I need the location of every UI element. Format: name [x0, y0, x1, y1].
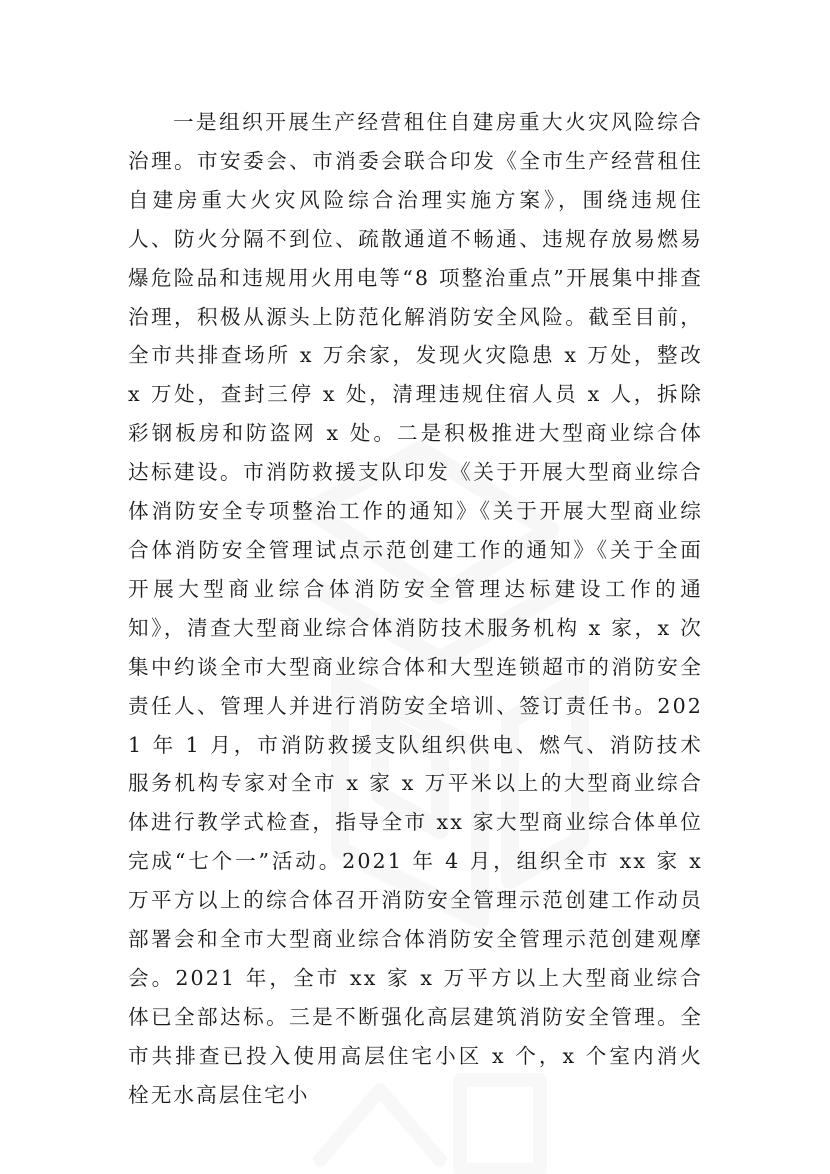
body-paragraph: 一是组织开展生产经营租住自建房重大火灾风险综合治理。市安委会、市消委会联合印发《全市生产经营租住自建房重大火灾风险综合治理实施方案》，围绕违规住人、防火分隔不到位、疏散通道不畅通、违规存放易燃易爆危险品和违规用火用电等“8 项整治重点”开展集中排查治理，积极从源头上防范化解消防安全风险。截至目前，全市共排查场所 x 万余家，发现火灾隐患 x 万处，整改 x 万处，查封三停 x 处，清理违规住宿人员 x 人，拆除彩钢板房和防盗网 x 处。二是积极推进大型商业综合体达标建设。市消防救援支队印发《关于开展大型商业综合体消防安全专项整治工作的通知》《关于开展大型商业综合体消防安全管理试点示范创建工作的通知》《关于全面开展大型商业综合体消防安全管理达标建设工作的通知》，清查大型商业综合体消防技术服务机构 x 家，x 次集中约谈全市大型商业综合体和大型连锁超市的消防安全责任人、管理人并进行消防安全培训、签订责任书。2021 年 1 月，市消防救援支队组织供电、燃气、消防技术服务机构专家对全市 x 家 x 万平米以上的大型商业综合体进行教学式检查，指导全市 xx 家大型商业综合体单位完成“七个一”活动。2021 年 4 月，组织全市 xx 家 x 万平方以上的综合体召开消防安全管理示范创建工作动员部署会和全市大型商业综合体消防安全管理示范创建观摩会。2021 年，全市 xx 家 x 万平方以上大型商业综合体已全部达标。三是不断强化高层建筑消防安全管理。全市共排查已投入使用高层住宅小区 x 个，x 个室内消火栓无水高层住宅小	[128, 110, 703, 1107]
